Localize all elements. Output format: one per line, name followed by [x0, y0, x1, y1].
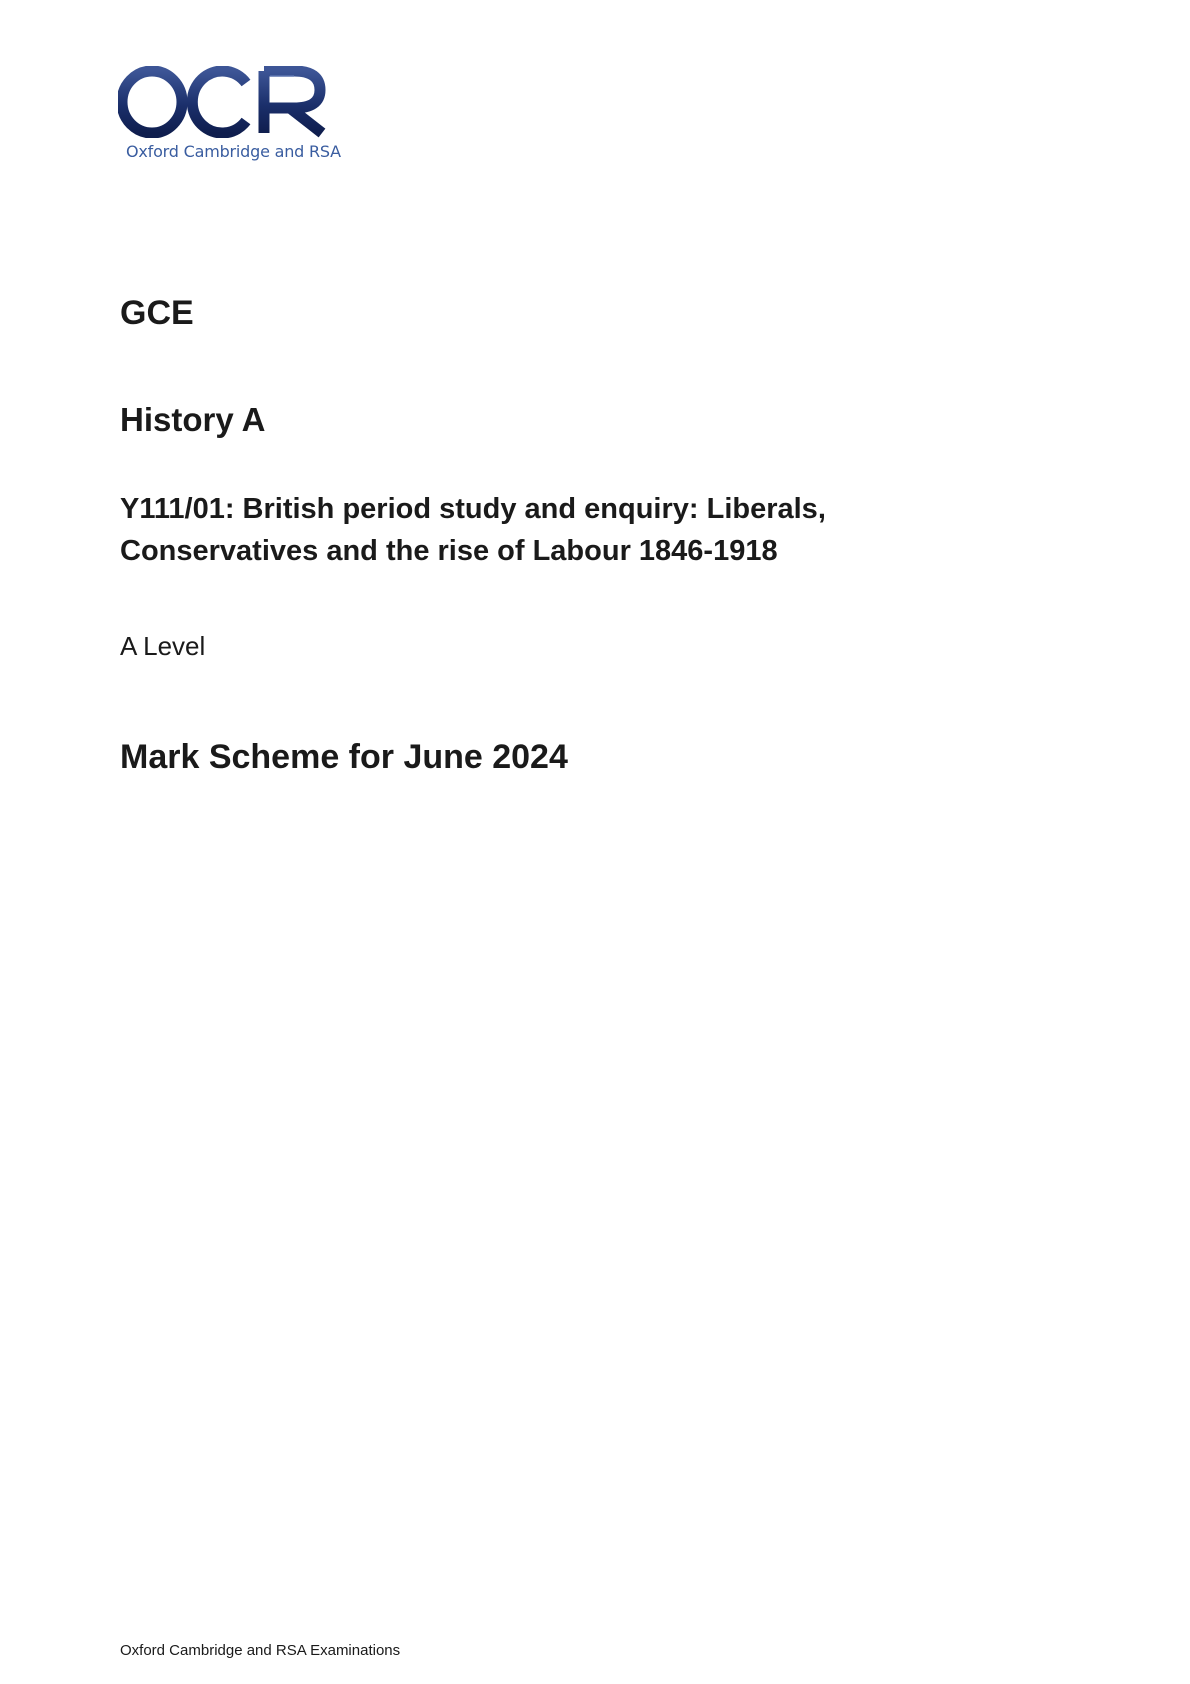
ocr-tagline: Oxford Cambridge and RSA — [126, 142, 341, 161]
document-title: Mark Scheme for June 2024 — [120, 738, 568, 776]
unit-title — [120, 488, 1060, 572]
unit-title-line-2: Conservatives and the rise of Labour 1846-1918 — [120, 535, 778, 567]
ocr-wordmark-icon — [118, 66, 350, 138]
footer-organisation: Oxford Cambridge and RSA Examinations — [120, 1642, 401, 1659]
unit-title-line-1: Y111/01: British period study and enquiry: Liberals, — [120, 493, 826, 525]
level-label: A Level — [120, 631, 206, 661]
ocr-logo — [118, 66, 358, 166]
qualification-title: GCE — [120, 294, 194, 332]
subject-title: History A — [120, 401, 266, 438]
